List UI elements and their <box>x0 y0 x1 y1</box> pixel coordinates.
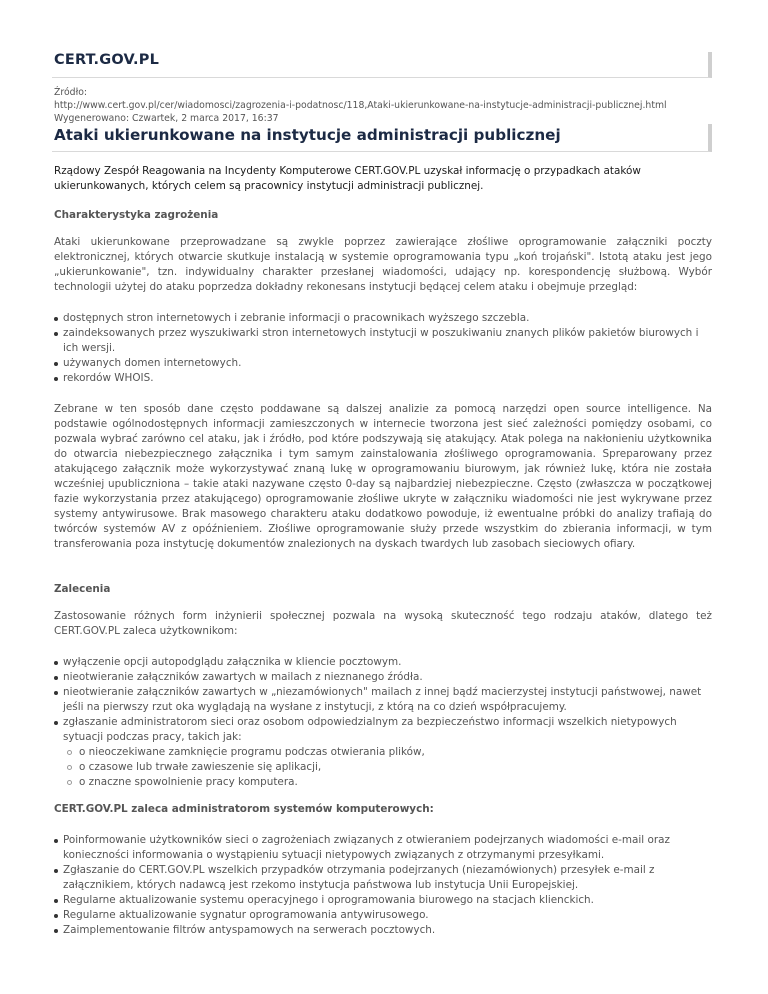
list-item: rekordów WHOIS. <box>54 371 712 386</box>
article-body <box>54 164 712 938</box>
site-header <box>52 52 712 78</box>
list-item: nieotwieranie załączników zawartych w mailach z nieznanego źródła. <box>54 670 712 685</box>
sublist-item: o czasowe lub trwałe zawieszenie się aplikacji, <box>64 760 712 775</box>
article-header <box>52 124 712 152</box>
list-item <box>54 715 712 790</box>
source-meta <box>54 86 714 125</box>
list-item: Regularne aktualizowanie sygnatur oprogramowania antywirusowego. <box>54 908 712 923</box>
list-item: Poinformowanie użytkowników sieci o zagrożeniach związanych z otwieraniem podejrzanych wiadomości e-mail oraz konieczności informowania o wystąpieniu sytuacji nietypowych związanych z otrzymanymi przesyłkami. <box>54 833 712 863</box>
sublist-item: o znaczne spowolnienie pracy komputera. <box>64 775 712 790</box>
source-label: Źródło: <box>54 87 88 98</box>
list-item: nieotwieranie załączników zawartych w „niezamówionych" mailach z innej bądź macierzystej instytucji państwowej, nawet jeśli na pierwszy rzut oka wyglądają na wysłane z instytucji, z którą na co dzień współpracujemy. <box>54 685 712 715</box>
unusual-situations-sublist <box>64 745 712 790</box>
list-item-text: zgłaszanie administratorom sieci oraz osobom odpowiedzialnym za bezpieczeństwo informacji wszelkich nietypowych sytuacji podczas pracy, takich jak: <box>63 716 677 743</box>
list-item: Zgłaszanie do CERT.GOV.PL wszelkich przypadków otrzymania podejrzanych (niezamówionych) przesyłek e-mail z załącznikiem, których nadawcą jest rzekomo instytucja państwowa lub instytucja Unii Europejskiej. <box>54 863 712 893</box>
site-title: CERT.GOV.PL <box>54 52 160 68</box>
list-item: wyłączenie opcji autopodglądu załącznika w kliencie pocztowym. <box>54 655 712 670</box>
list-item: zaindeksowanych przez wyszukiwarki stron internetowych instytucji w poszukiwaniu znanych plików pakietów biurowych i ich wersji. <box>54 326 712 356</box>
list-item: Zaimplementowanie filtrów antyspamowych na serwerach pocztowych. <box>54 923 712 938</box>
recommendations-paragraph: Zastosowanie różnych form inżynierii społecznej pozwala na wysoką skuteczność tego rodzaju ataków, dlatego też CERT.GOV.PL zaleca użytkownikom: <box>54 610 712 637</box>
admin-recommendations-list <box>54 833 712 938</box>
list-item: dostępnych stron internetowych i zebranie informacji o pracownikach wyższego szczebla. <box>54 311 712 326</box>
article-title: Ataki ukierunkowane na instytucje administracji publicznej <box>54 126 561 144</box>
sublist-item: o nieoczekiwane zamknięcie programu podczas otwierania plików, <box>64 745 712 760</box>
user-recommendations-list <box>54 655 712 790</box>
list-item: Regularne aktualizowanie systemu operacyjnego i oprogramowania biurowego na stacjach klienckich. <box>54 893 712 908</box>
intro-paragraph: Rządowy Zespół Reagowania na Incydenty Komputerowe CERT.GOV.PL uzyskał informację o przypadkach ataków ukierunkowanych, których celem są pracownicy instytucji administracji publicznej. <box>54 165 641 192</box>
source-url: http://www.cert.gov.pl/cer/wiadomosci/zagrozenia-i-podatnosc/118,Ataki-ukierunkowane-na-instytucje-administracji-publicznej.html <box>54 100 667 111</box>
threat-paragraph-1: Ataki ukierunkowane przeprowadzane są zwykle poprzez zawierające złośliwe oprogramowanie załączniki poczty elektronicznej, których otwarcie skutkuje instalacją w systemie oprogramowania typu „koń trojański". Istotą ataku jest jego „ukierunkowanie", tzn. indywidualny charakter przesłanej wiadomości, udający np. korespondencję służbową. Wybór technologii użytej do ataku poprzedza dokładny rekonesans instytucji będącej celem ataku i obejmuje przegląd: <box>54 236 712 293</box>
section-heading-recommendations: Zalecenia <box>54 583 111 595</box>
section-heading-threat: Charakterystyka zagrożenia <box>54 209 219 221</box>
generated-date: Wygenerowano: Czwartek, 2 marca 2017, 16:37 <box>54 113 279 124</box>
threat-paragraph-2: Zebrane w ten sposób dane często poddawane są dalszej analizie za pomocą narzędzi open source intelligence. Na podstawie ogólnodostępnych informacji zamieszczonych w internecie tworzona jest sieć zależności pomiędzy osobami, co pozwala wybrać zarówno cel ataku, jak i źródło, pod które podszywają się atakujący. Atak polega na nakłonieniu użytkownika do otwarcia niebezpiecznego załącznika i tym samym zainstalowania złośliwego oprogramowania. Spreparowany przez atakującego załącznik może wykorzystywać znaną lukę w oprogramowaniu biurowym, jak również lukę, która nie została wcześniej upubliczniona – takie ataki nazywane często 0-day są najbardziej niebezpieczne. Często (zwłaszcza w początkowej fazie wykorzystania przez atakującego) oprogramowanie złośliwe ukryte w załączniku wiadomości nie jest wykrywane przez systemy antywirusowe. Brak masowego charakteru ataku dodatkowo powoduje, iż ewentualne próbki do analizy trafiają do twórców systemów AV z opóźnieniem. Złośliwe oprogramowanie służy przede wszystkim do zbierania informacji, w tym transferowania poza instytucję dokumentów znalezionych na dyskach twardych lub zasobach sieciowych ofiary. <box>54 403 712 550</box>
section-heading-admins: CERT.GOV.PL zaleca administratorom systemów komputerowych: <box>54 803 434 815</box>
list-item: używanych domen internetowych. <box>54 356 712 371</box>
recon-list <box>54 311 712 386</box>
